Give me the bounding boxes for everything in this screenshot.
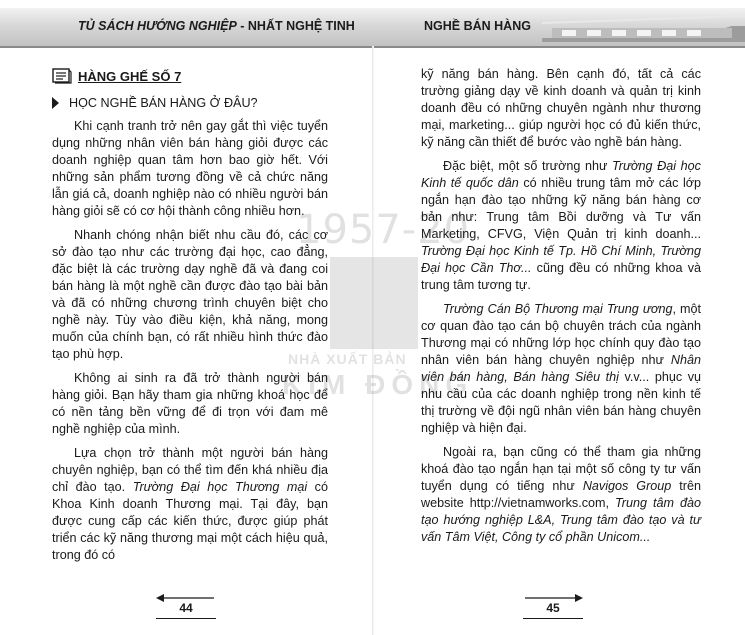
triangle-bullet-icon xyxy=(52,97,59,109)
italic-run: Trung tâm đào tạo hướng nghiệp L&A, Trung tâm đào tạo và tư vấn Tâm Việt, Công ty cổ phần Unicom... xyxy=(421,496,701,544)
text-run: có Khoa Kinh doanh Thương mại. Tại đây, bạn được cung cấp các kiến thức, được giúp phát triển các kỹ năng thương mại một cách hiệu quả, trong đó có xyxy=(52,480,328,562)
page-footer-left xyxy=(156,594,216,624)
left-paragraph-2: Nhanh chóng nhận biết nhu cầu đó, các cơ sở đào tạo như các trường đại học, cao đẳng, đặc biệt là các trường dạy nghề đã và đang coi bán hàng là một nghề cần được đào tạo bài bản và đã có những chương trình chuyên biệt cho nghề này. Tùy vào điều kiện, khả năng, mong muốn của chính bạn, có rất nhiều hình thức đào tạo phù hợp. xyxy=(52,228,328,361)
italic-run: Navigos Group xyxy=(582,479,672,493)
subheading-text: HỌC NGHỀ BÁN HÀNG Ở ĐÂU? xyxy=(69,95,258,110)
text-run: có nhiều trung tâm mở các lớp ngắn hạn đào tạo những kỹ năng bán hàng cơ bản như: Trung tâm Bồi dưỡng và Tư vấn Marketing, CFVG, Viện Quản trị kinh doanh... xyxy=(421,176,702,241)
text-run: cũng đều có những khoa và trung tâm tương tự. xyxy=(421,261,701,292)
italic-run: Nhân viên bán hàng, Bán hàng Siêu thị xyxy=(421,353,701,384)
header-left xyxy=(78,19,355,33)
page-number-underline xyxy=(523,618,583,619)
page-number-underline xyxy=(156,618,216,619)
header-separator: - xyxy=(236,19,248,33)
page-gutter xyxy=(372,46,374,635)
italic-run: Trường Cán Bộ Thương mại Trung ương xyxy=(443,302,673,316)
italic-run: Trường Đại học Thương mại xyxy=(132,480,308,494)
right-paragraph-3 xyxy=(421,301,701,437)
right-page xyxy=(421,66,701,553)
page-number-left: 44 xyxy=(179,601,193,615)
section-title xyxy=(52,66,328,86)
text-run: trên website http://vietnamworks.com, xyxy=(421,479,702,510)
italic-run: Trường Đại học Kinh tế Tp. Hồ Chí Minh, Trường Đại học Cần Thơ... xyxy=(421,244,701,275)
watermark-name: KIM ĐỒNG xyxy=(282,369,474,400)
subheading xyxy=(52,94,328,112)
left-paragraph-1: Khi cạnh tranh trở nên gay gắt thì việc tuyển dụng những nhân viên bán hàng giỏi được các doanh nghiệp quan tâm hơn bao giờ hết. Với những sản phẩm tương đồng về cả chức năng lẫn giá cả, doanh nghiệp nào có nhiều người bán hàng giỏi sẽ có cơ hội thành công nhiều hơn. xyxy=(52,119,328,218)
train-decoration-icon xyxy=(542,8,745,46)
book-title: NGHỀ BÁN HÀNG xyxy=(424,19,531,33)
text-run: Ngoài ra, bạn cũng có thể tham gia những khoá đào tạo ngắn hạn tại một số công ty tư vấn tuyển dụng có tiếng như xyxy=(421,445,701,493)
text-run: Đặc biệt, một số trường như xyxy=(443,159,612,173)
left-paragraph-4 xyxy=(52,445,328,564)
header-subtitle: NHẤT NGHỆ TINH xyxy=(247,19,355,33)
watermark-logo-icon xyxy=(330,257,418,349)
series-title: TỦ SÁCH HƯỚNG NGHIỆP xyxy=(78,19,237,33)
left-paragraph-3: Không ai sinh ra đã trở thành người bán hàng giỏi. Bạn hãy tham gia những khoá học để có nền tảng bền vững để đi trọn với đam mê nghề nghiệp của mình. xyxy=(52,371,328,436)
italic-run: Trường Đại học Kinh tế quốc dân xyxy=(421,159,701,190)
watermark-publisher: NHÀ XUẤT BẢN xyxy=(288,351,407,367)
watermark-years: 1957-20 xyxy=(296,207,471,253)
section-title-text: HÀNG GHẾ SỐ 7 xyxy=(78,68,182,84)
right-paragraph-1: kỹ năng bán hàng. Bên cạnh đó, tất cả các trường giảng dạy về kinh doanh và quản trị kinh doanh đều có những chuyên ngành như thương mại, marketing... giúp người học có đủ kiến thức, kỹ năng cần thiết để bước vào nghề bán hàng. xyxy=(421,67,701,149)
page-footer-right xyxy=(523,594,583,624)
text-run: Lựa chọn trở thành một người bán hàng chuyên nghiệp, bạn có thể tìm đến khá nhiều địa chỉ đào tạo. xyxy=(52,446,328,494)
text-run: , một cơ quan đào tạo cán bộ chuyên trách của ngành Thương mại có những lớp học chính quy đào tạo nhân viên bán hàng chuyên nghiệp như xyxy=(421,302,702,367)
header-band xyxy=(0,8,745,48)
right-paragraph-2 xyxy=(421,158,701,294)
left-page xyxy=(52,66,328,571)
page-number-right: 45 xyxy=(546,601,560,615)
right-paragraph-4 xyxy=(421,444,701,546)
text-run: v.v... phục vụ nhu cầu của các doanh nghiệp trong nền kinh tế thị trường về đội ngũ nhân viên bán hàng chuyên nghiệp và hiện đại. xyxy=(421,370,701,435)
book-list-icon xyxy=(52,68,72,84)
